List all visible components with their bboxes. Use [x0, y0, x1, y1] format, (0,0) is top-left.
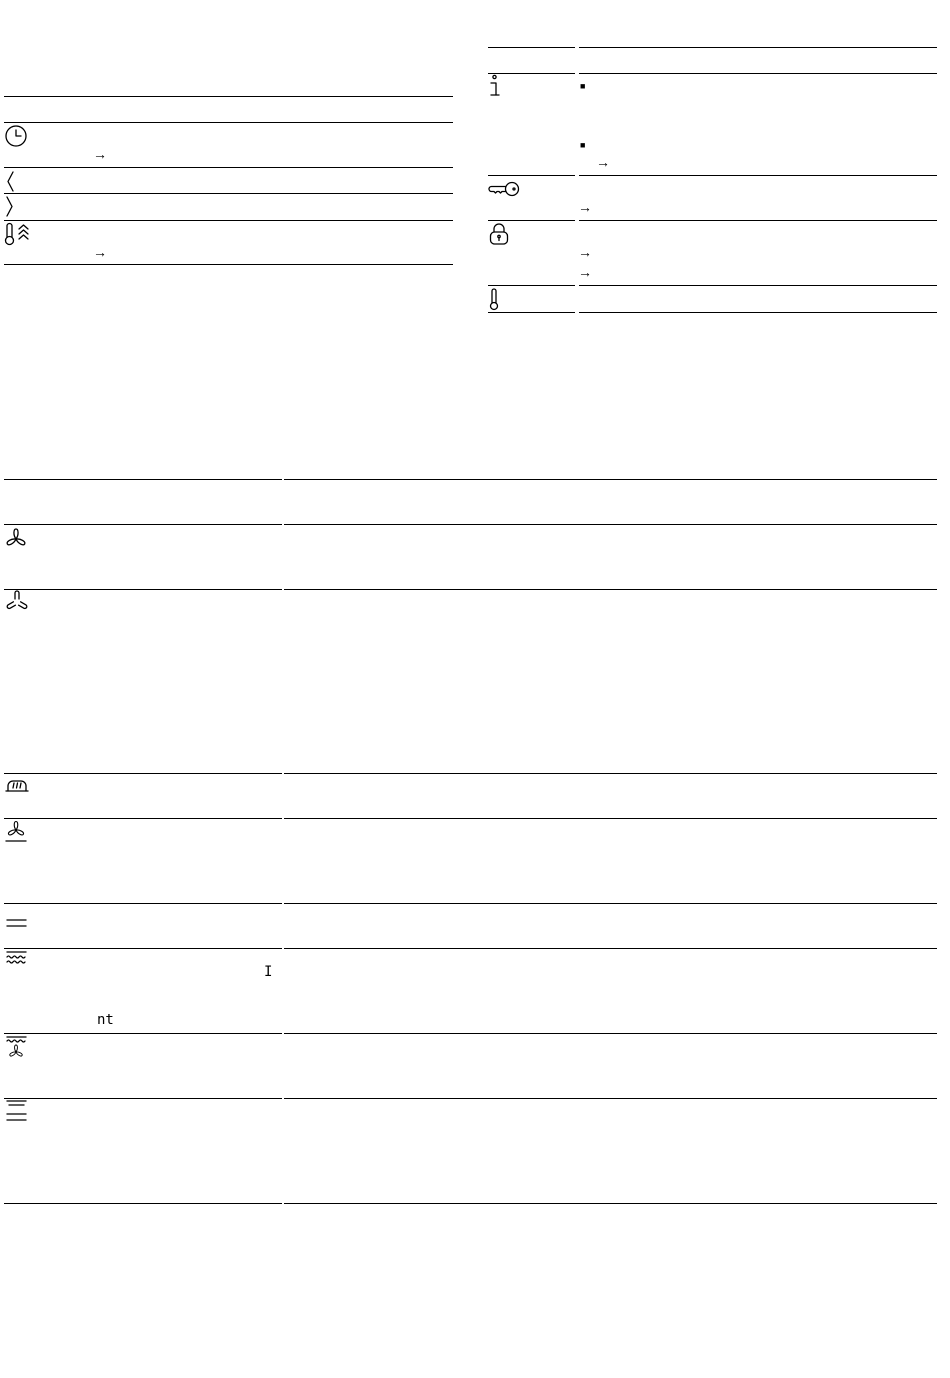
row-divider: [4, 773, 282, 774]
row-divider: [4, 818, 282, 819]
table-header-rule: [284, 479, 937, 480]
thermometer-icon: [488, 287, 500, 311]
table-bottom-rule: [4, 264, 453, 265]
info-icon: [488, 74, 502, 98]
row-divider: [284, 773, 937, 774]
display-mark: nt: [97, 1012, 114, 1028]
table-bottom-rule: [488, 312, 575, 313]
table-bottom-rule: [579, 312, 937, 313]
arrow-marker: →: [578, 199, 592, 215]
row-divider: [4, 903, 282, 904]
arrow-marker: →: [93, 146, 107, 162]
row-divider: [284, 589, 937, 590]
table-header-rule: [4, 96, 453, 97]
row-divider: [284, 524, 937, 525]
top-bottom-heat-icon: [4, 914, 28, 930]
key-icon: [488, 180, 520, 198]
pizza-setting-icon: [4, 778, 30, 794]
row-divider: [488, 175, 575, 176]
table-header-rule: [4, 479, 282, 480]
row-divider: [579, 220, 937, 221]
clock-icon: [4, 124, 28, 148]
lock-icon: [488, 222, 510, 246]
row-divider: [284, 1033, 937, 1034]
row-divider: [4, 1098, 282, 1099]
row-divider: [284, 948, 937, 949]
circulated-grill-icon: [4, 1035, 28, 1061]
arrow-marker: →: [93, 244, 107, 260]
arrow-marker: →: [578, 264, 592, 280]
chevron-right-icon: [4, 196, 16, 217]
row-divider: [4, 589, 282, 590]
row-divider: [488, 285, 575, 286]
table-bottom-rule: [284, 1203, 937, 1204]
row-divider: [579, 73, 937, 74]
row-divider: [4, 948, 282, 949]
row-divider: [488, 220, 575, 221]
display-mark: I: [264, 964, 273, 980]
list-bullet: ■: [580, 81, 586, 91]
hot-air-3d-icon: [4, 527, 28, 549]
arrow-marker: →: [578, 244, 592, 260]
table-bottom-rule: [4, 1203, 282, 1204]
full-grill-icon: [4, 950, 28, 968]
row-divider: [4, 1033, 282, 1034]
row-divider: [284, 818, 937, 819]
bottom-heat-fan-icon: [4, 820, 28, 844]
table-header-rule: [488, 47, 575, 48]
row-divider: [4, 220, 453, 221]
table-header-rule: [579, 47, 937, 48]
list-bullet: ■: [580, 140, 586, 150]
top-bottom-heat-eco-icon: [4, 1099, 28, 1125]
rapid-heat-icon: [4, 222, 30, 247]
row-divider: [579, 285, 937, 286]
row-divider: [4, 193, 453, 194]
row-divider: [579, 175, 937, 176]
arrow-marker: →: [596, 154, 610, 170]
chevron-left-icon: [4, 171, 16, 192]
row-divider: [4, 167, 453, 168]
row-divider: [284, 1098, 937, 1099]
row-divider: [4, 524, 282, 525]
hot-air-gentle-icon: [4, 590, 30, 615]
row-divider: [284, 903, 937, 904]
row-divider: [4, 122, 453, 123]
